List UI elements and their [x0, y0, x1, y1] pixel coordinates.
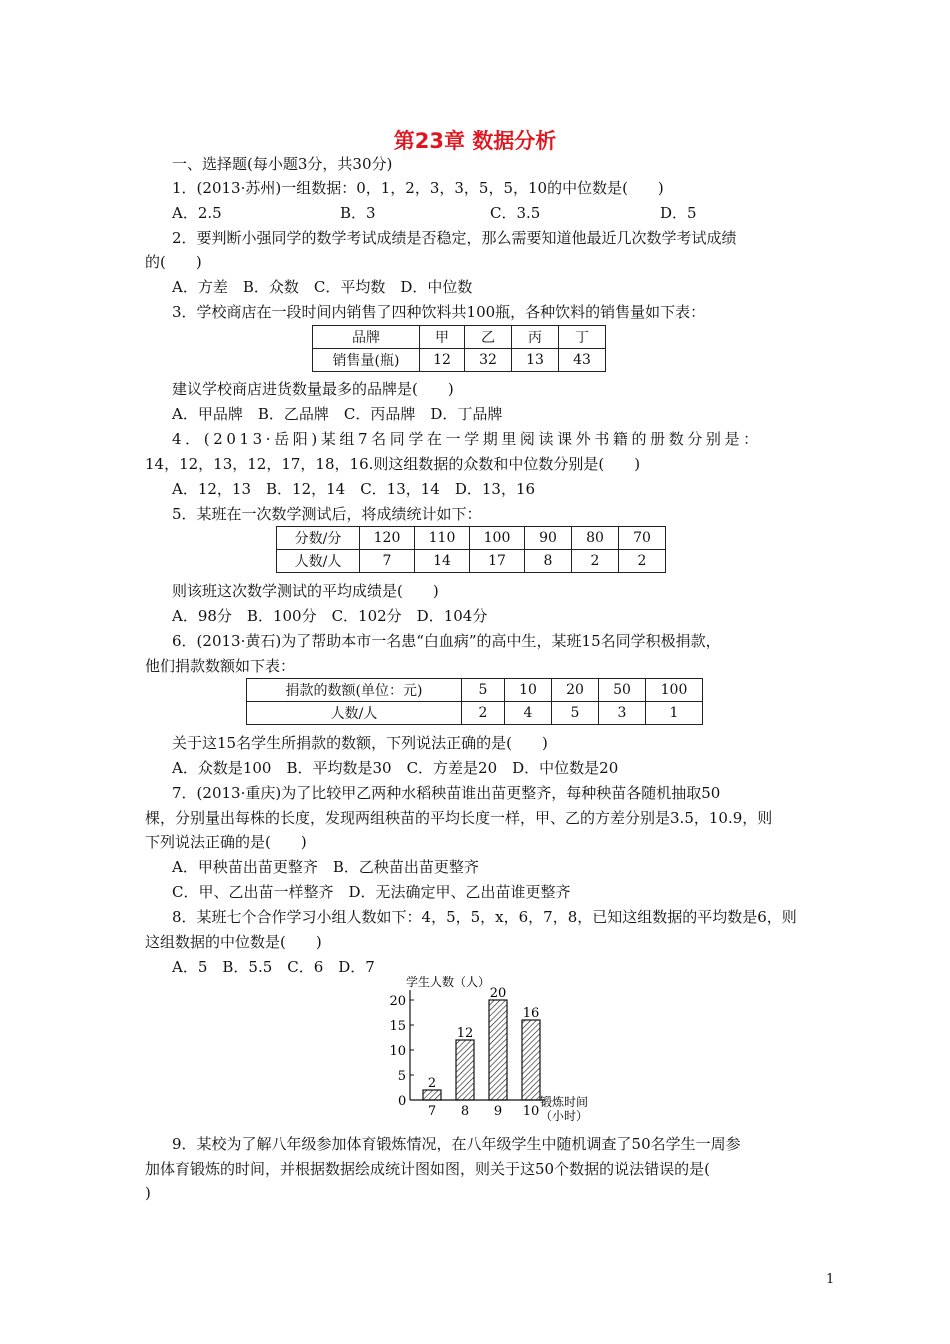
- q1-option-c: C．3.5: [490, 204, 541, 222]
- q5-table: [276, 526, 666, 573]
- x-tick-label: 8: [460, 1104, 470, 1119]
- bar-value-label: 12: [456, 1026, 474, 1041]
- y-tick-label: 10: [389, 1044, 406, 1059]
- q5-after: 则该班这次数学测试的平均成绩是( ): [172, 582, 439, 600]
- table-cell: 8: [525, 550, 572, 573]
- table-cell: 丙: [512, 326, 559, 349]
- table-cell: 32: [465, 349, 512, 372]
- table-cell: 人数/人: [277, 550, 360, 573]
- q6-stem-1: 6．(2013·黄石)为了帮助本市一名患“白血病”的高中生，某班15名同学积极捐款，: [172, 632, 721, 650]
- q8-options: A．5 B．5.5 C．6 D．7: [172, 958, 375, 976]
- q9-stem-3: ): [145, 1184, 151, 1202]
- table-cell: 43: [559, 349, 606, 372]
- q3-table-header-row: [313, 326, 606, 349]
- q9-stem-1: 9．某校为了解八年级参加体育锻炼情况，在八年级学生中随机调查了50名学生一周参: [172, 1135, 741, 1153]
- table-cell: 20: [552, 679, 599, 702]
- bar: [522, 1020, 540, 1100]
- q3-table-row: [313, 349, 606, 372]
- table-cell: 7: [360, 550, 415, 573]
- x-axis-label-line2: （小时）: [540, 1109, 589, 1123]
- table-cell: 丁: [559, 326, 606, 349]
- q5-table-row: [277, 550, 666, 573]
- q5-options: A．98分 B．100分 C．102分 D．104分: [172, 607, 488, 625]
- y-tick-label: 5: [397, 1069, 406, 1084]
- table-cell: 3: [599, 702, 646, 725]
- table-cell: 14: [415, 550, 470, 573]
- q6-stem-2: 他们捐款数额如下表：: [145, 657, 296, 675]
- table-cell: 12: [420, 349, 465, 372]
- table-cell: 70: [619, 527, 666, 550]
- q7-stem-3: 下列说法正确的是( ): [145, 833, 307, 851]
- q4-stem-1: 4．(2013·岳阳)某组7名同学在一学期里阅读课外书籍的册数分别是：: [172, 430, 762, 448]
- q1-option-a: A．2.5: [172, 204, 222, 222]
- table-cell: 甲: [420, 326, 465, 349]
- x-tick-label: 10: [522, 1104, 540, 1119]
- table-cell: 50: [599, 679, 646, 702]
- y-axis-label: 学生人数（人）: [406, 975, 491, 989]
- table-cell: 2: [619, 550, 666, 573]
- q7-options-1: A．甲秧苗出苗更整齐 B．乙秧苗出苗更整齐: [172, 858, 479, 876]
- x-tick-label: 7: [427, 1104, 437, 1119]
- q4-options: A．12，13 B．12，14 C．13，14 D．13，16: [172, 480, 536, 498]
- bar-chart: [360, 970, 620, 1130]
- q6-table-row: [247, 702, 703, 725]
- q4-stem-2: 14，12，13，12，17，18，16.则这组数据的众数和中位数分别是( ): [145, 455, 641, 473]
- q7-options-2: C．甲、乙出苗一样整齐 D．无法确定甲、乙出苗谁更整齐: [172, 883, 571, 901]
- q2-stem-2: 的( ): [145, 253, 202, 271]
- chapter-title: 第23章 数据分析: [393, 129, 557, 153]
- bar-value-label: 20: [489, 986, 507, 1001]
- bar-value-label: 16: [522, 1006, 540, 1021]
- q6-after: 关于这15名学生所捐款的数额，下列说法正确的是( ): [172, 734, 548, 752]
- q1-option-d: D．5: [660, 204, 697, 222]
- table-cell: 1: [646, 702, 703, 725]
- q3-options: A．甲品牌 B．乙品牌 C．丙品牌 D．丁品牌: [172, 405, 503, 423]
- table-cell: 80: [572, 527, 619, 550]
- q3-table: [312, 325, 606, 372]
- table-cell: 人数/人: [247, 702, 462, 725]
- q1-option-b: B．3: [340, 204, 376, 222]
- x-tick-label: 9: [493, 1104, 503, 1119]
- q2-options: A．方差 B．众数 C．平均数 D．中位数: [172, 278, 473, 296]
- table-cell: 120: [360, 527, 415, 550]
- table-cell: 110: [415, 527, 470, 550]
- q6-options: A．众数是100 B．平均数是30 C．方差是20 D．中位数是20: [172, 759, 619, 777]
- q7-stem-2: 棵，分别量出每株的长度，发现两组秧苗的平均长度一样，甲、乙的方差分别是3.5，10.9，则: [145, 809, 773, 827]
- q9-stem-2: 加体育锻炼的时间，并根据数据绘成统计图如图，则关于这50个数据的说法错误的是(: [145, 1160, 710, 1178]
- table-cell: 2: [572, 550, 619, 573]
- q5-stem: 5．某班在一次数学测试后，将成绩统计如下：: [172, 505, 482, 523]
- q1-stem: 1．(2013·苏州)一组数据：0，1，2，3，3，5，5，10的中位数是( ): [172, 179, 664, 197]
- q5-table-header-row: [277, 527, 666, 550]
- y-tick-label: 20: [389, 994, 406, 1009]
- table-cell: 17: [470, 550, 525, 573]
- page-number: 1: [826, 1272, 835, 1287]
- table-cell: 100: [646, 679, 703, 702]
- q8-stem-2: 这组数据的中位数是( ): [145, 933, 322, 951]
- origin-label: 0: [398, 1094, 407, 1109]
- q6-table-header-row: [247, 679, 703, 702]
- q3-stem: 3．学校商店在一段时间内销售了四种饮料共100瓶，各种饮料的销售量如下表：: [172, 303, 706, 321]
- q3-after: 建议学校商店进货数量最多的品牌是( ): [172, 380, 454, 398]
- bar-value-label: 2: [427, 1076, 437, 1091]
- bar: [423, 1090, 441, 1100]
- table-cell: 5: [462, 679, 505, 702]
- q8-stem-1: 8．某班七个合作学习小组人数如下：4，5，5，x，6，7，8，已知这组数据的平均数是6，则: [172, 908, 797, 926]
- table-cell: 4: [505, 702, 552, 725]
- q2-stem-1: 2．要判断小强同学的数学考试成绩是否稳定，那么需要知道他最近几次数学考试成绩: [172, 229, 737, 247]
- table-cell: 13: [512, 349, 559, 372]
- table-cell: 销售量(瓶): [313, 349, 420, 372]
- bar: [456, 1040, 474, 1100]
- table-cell: 分数/分: [277, 527, 360, 550]
- table-cell: 品牌: [313, 326, 420, 349]
- table-cell: 捐款的数额(单位：元): [247, 679, 462, 702]
- bar: [489, 1000, 507, 1100]
- q6-table: [246, 678, 703, 725]
- y-tick-label: 15: [389, 1019, 406, 1034]
- table-cell: 100: [470, 527, 525, 550]
- x-axis-label-line1: 锻炼时间: [540, 1095, 589, 1109]
- table-cell: 乙: [465, 326, 512, 349]
- table-cell: 90: [525, 527, 572, 550]
- table-cell: 10: [505, 679, 552, 702]
- table-cell: 5: [552, 702, 599, 725]
- table-cell: 2: [462, 702, 505, 725]
- q7-stem-1: 7．(2013·重庆)为了比较甲乙两种水稻秧苗谁出苗更整齐，每种秧苗各随机抽取50: [172, 784, 721, 802]
- section-heading: 一、选择题(每小题3分，共30分): [172, 155, 393, 173]
